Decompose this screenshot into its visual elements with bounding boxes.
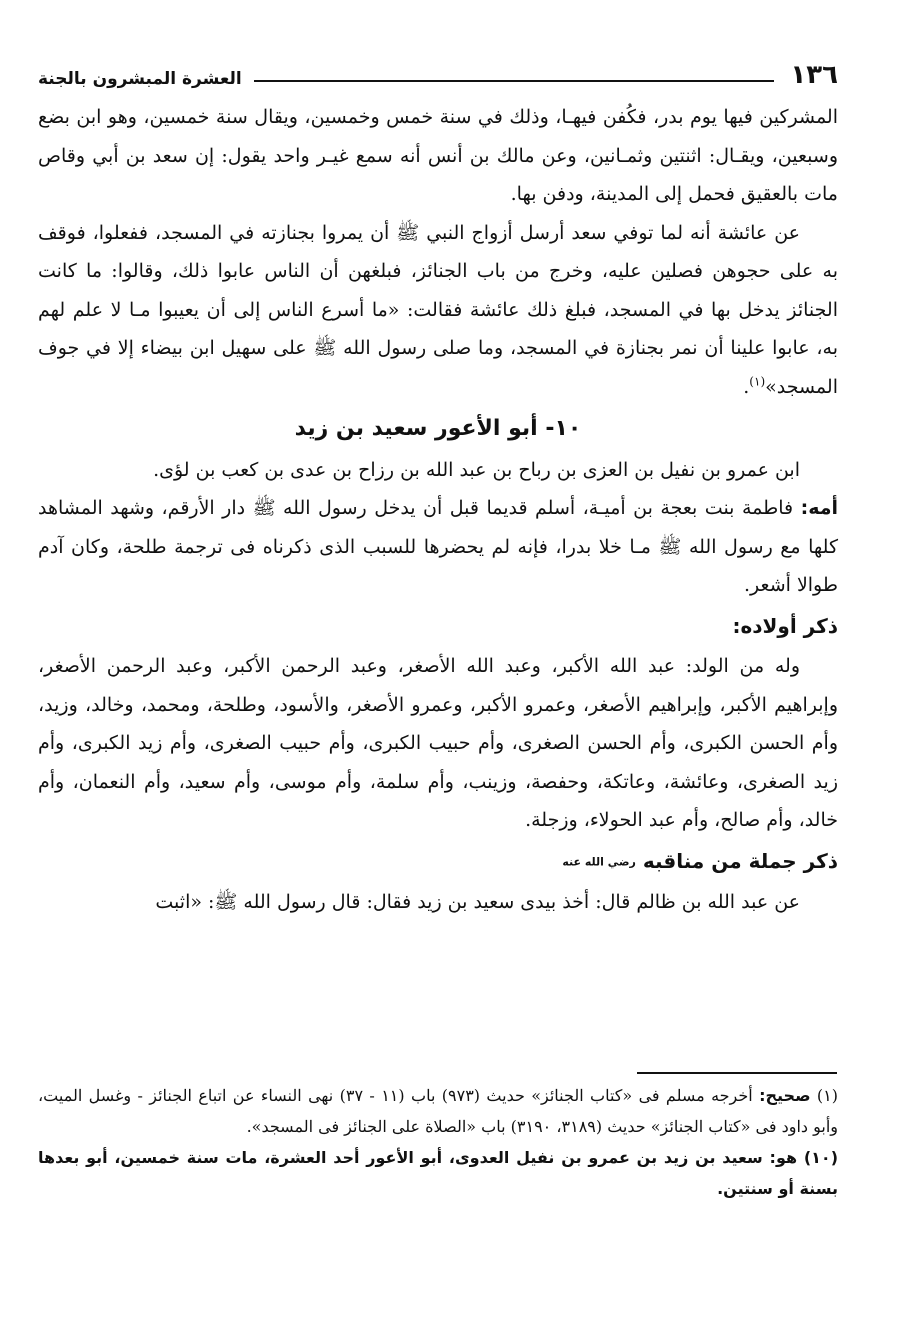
paragraph-mother <box>38 489 838 605</box>
section-title: ١٠- أبو الأعور سعيد بن زيد <box>294 416 582 441</box>
footnote-ref-1[interactable]: (١) <box>749 374 766 389</box>
paragraph-aisha-text: عن عائشة أنه لما توفي سعد أرسل أزواج النبي ﷺ أن يمروا بجنازته في المسجد، ففعلوا، فوقف به على حجوهن فصلين عليه، وخرج من باب الجنائز، فبلغهن أن الناس عابوا ذلك، وقالوا: ما كانت الجنائز يدخل بها في المسجد، فبلغ ذلك عائشة فقالت: «ما أسرع الناس إلى أن يعيبوا مـا لا علم لهم به، عابوا علينا أن نمر بجنازة في المسجد، وما صلى رسول الله ﷺ على سهيل ابن بيضاء إلا في جوف المسجد» <box>38 221 838 398</box>
paragraph-children: وله من الولد: عبد الله الأكبر، وعبد الله الأصغر، وعبد الرحمن الأكبر، وعبد الرحمن الأصغر، وإبراهيم الأكبر، وإبراهيم الأصغر، وعمرو الأكبر، وعمرو الأصغر، والأسود، وطلحة، ومحمد، وخالد، وزيد، وأم الحسن الكبرى، وأم الحسن الصغرى، وأم حبيب الكبرى، وأم حبيب الصغرى، وأم زيد الكبرى، وأم زيد الصغرى، وعائشة، وعاتكة، وحفصة، وزينب، وأم سلمة، وأم موسى، وأم سعيد، وأم النعمان، وأم خالد، وأم صالح، وأم عبد الحولاء، وزجلة. <box>38 655 838 831</box>
footnote-1-label: صحيح: <box>759 1086 811 1105</box>
page-number: ١٣٦ <box>790 60 838 90</box>
virtues-heading-text: ذكر جملة من مناقبه <box>642 848 838 873</box>
footnote-10-text: سعيد بن زيد بن عمرو بن نفيل العدوى، أبو الأعور أحد العشرة، مات سنة خمسين، أبو بعدها بسنة أو سنتين. <box>38 1148 838 1198</box>
running-title: العشرة المبشرون بالجنة <box>38 69 242 89</box>
mother-text: فاطمة بنت بعجة بن أميـة، أسلم قديما قبل أن يدخل رسول الله ﷺ دار الأرقم، وشهد المشاهد كلها مع رسول الله ﷺ مـا خلا بدرا، فإنه لم يحضرها للسبب الذى ذكرناه فى ترجمة طلحة، وكان آدم طوالا أشعر. <box>38 497 838 596</box>
paragraph-aisha <box>38 214 838 407</box>
honorific-mark: رضي الله عنه <box>562 854 636 868</box>
header-rule <box>254 80 775 82</box>
footnote-1-number: (١) <box>816 1086 839 1105</box>
paragraph-virtues: عن عبد الله بن ظالم قال: أخذ بيدى سعيد بن زيد فقال: قال رسول الله ﷺ: «اثبت <box>155 891 800 914</box>
page-header <box>38 58 838 88</box>
main-text <box>38 98 838 922</box>
footnote-10 <box>38 1142 838 1204</box>
footnote-1-text: أخرجه مسلم فى «كتاب الجنائز» حديث (٩٧٣) باب (١١ - ٣٧) نهى النساء عن اتباع الجنائز - وغسل الميت، وأبو داود فى «كتاب الجنائز» حديث (٣١٨٩، ٣١٩٠) باب «الصلاة على الجنائز فى المسجد». <box>38 1086 838 1136</box>
children-heading: ذكر أولاده: <box>732 613 838 638</box>
footnote-separator <box>637 1072 837 1074</box>
paragraph-death: المشركين فيها يوم بدر، فكُفن فيهـا، وذلك في سنة خمس وخمسين، ويقال سنة خمسين، وهو ابن بضع وسبعين، ويقـال: اثنتين وثمـانين، وعن مالك بن أنس أنه سمع غيـر واحد يقول: إن سعد بن أبي وقاص مات بالعقيق فحمل إلى المدينة، ودفن بها. <box>38 106 838 205</box>
virtues-heading <box>38 842 838 882</box>
footnote-10-label: هو: <box>769 1148 798 1167</box>
footnotes <box>38 1080 838 1204</box>
paragraph-lineage: ابن عمرو بن نفيل بن العزى بن رباح بن عبد الله بن رزاح بن عدى بن كعب بن لؤى. <box>153 458 800 481</box>
mother-label: أمه: <box>800 497 838 519</box>
paragraph-aisha-end: . <box>743 375 750 398</box>
footnote-10-number: (١٠) <box>803 1148 838 1167</box>
footnote-1 <box>38 1080 838 1142</box>
